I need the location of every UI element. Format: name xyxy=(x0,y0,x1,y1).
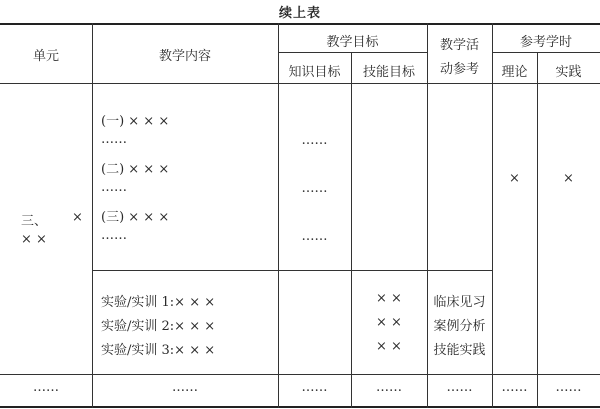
lab-skill-1: × × xyxy=(376,291,402,306)
unit-number: 三、 xyxy=(21,214,48,229)
knowledge-3: …… xyxy=(301,229,328,244)
lab-activity-3: 技能实践 xyxy=(433,343,486,358)
row-divider-line xyxy=(0,374,600,375)
knowledge-1: …… xyxy=(301,133,328,148)
col-line-1 xyxy=(92,23,93,408)
lab-label-2: 实验/实训 2:× × × xyxy=(101,319,216,334)
lab-skill-3: × × xyxy=(376,339,402,354)
footer-knowledge: …… xyxy=(301,380,328,395)
footer-skill: …… xyxy=(376,380,402,395)
content-ellipsis-3: …… xyxy=(101,228,127,243)
hours-subheader-line xyxy=(492,52,600,53)
table-top-border xyxy=(0,23,600,25)
header-activity-line2: 动参考 xyxy=(439,62,479,77)
col-line-6 xyxy=(537,52,538,408)
col-line-2 xyxy=(278,23,279,408)
unit-name-cont: × × xyxy=(21,232,47,247)
content-ellipsis-1: …… xyxy=(101,132,127,147)
col-line-5 xyxy=(492,23,493,408)
hours-theory-value: × xyxy=(509,171,520,186)
col-line-3 xyxy=(351,52,352,408)
header-content: 教学内容 xyxy=(158,49,211,64)
footer-content: …… xyxy=(172,380,198,395)
knowledge-2: …… xyxy=(301,181,328,196)
content-item-1: (一) × × × xyxy=(101,114,170,129)
content-item-2: (二) × × × xyxy=(101,162,170,177)
header-hours: 参考学时 xyxy=(519,35,572,50)
lab-label-1: 实验/实训 1:× × × xyxy=(101,295,216,310)
hours-practice-value: × xyxy=(563,171,574,186)
header-goal-skill: 技能目标 xyxy=(362,65,415,80)
header-hours-theory: 理论 xyxy=(501,65,528,80)
labs-divider-line xyxy=(92,270,492,271)
table-bottom-border xyxy=(0,406,600,408)
course-table xyxy=(0,23,600,408)
lab-skill-2: × × xyxy=(376,315,402,330)
table-title: 续上表 xyxy=(278,6,321,21)
footer-activity: …… xyxy=(446,380,473,395)
footer-unit: …… xyxy=(33,380,59,395)
header-bottom-line xyxy=(0,83,600,84)
footer-theory: …… xyxy=(501,380,528,395)
unit-name-mark: × xyxy=(72,210,83,225)
header-hours-practice: 实践 xyxy=(555,65,582,80)
header-activity-line1: 教学活 xyxy=(439,38,479,53)
lab-activity-2: 案例分析 xyxy=(433,319,486,334)
lab-activity-1: 临床见习 xyxy=(433,295,486,310)
content-item-3: (三) × × × xyxy=(101,210,170,225)
lab-label-3: 实验/实训 3:× × × xyxy=(101,343,216,358)
header-unit: 单元 xyxy=(32,49,59,64)
footer-practice: …… xyxy=(555,380,582,395)
header-goals: 教学目标 xyxy=(326,35,379,50)
header-goal-knowledge: 知识目标 xyxy=(288,65,341,80)
goals-subheader-line xyxy=(278,52,427,53)
content-ellipsis-2: …… xyxy=(101,180,127,195)
